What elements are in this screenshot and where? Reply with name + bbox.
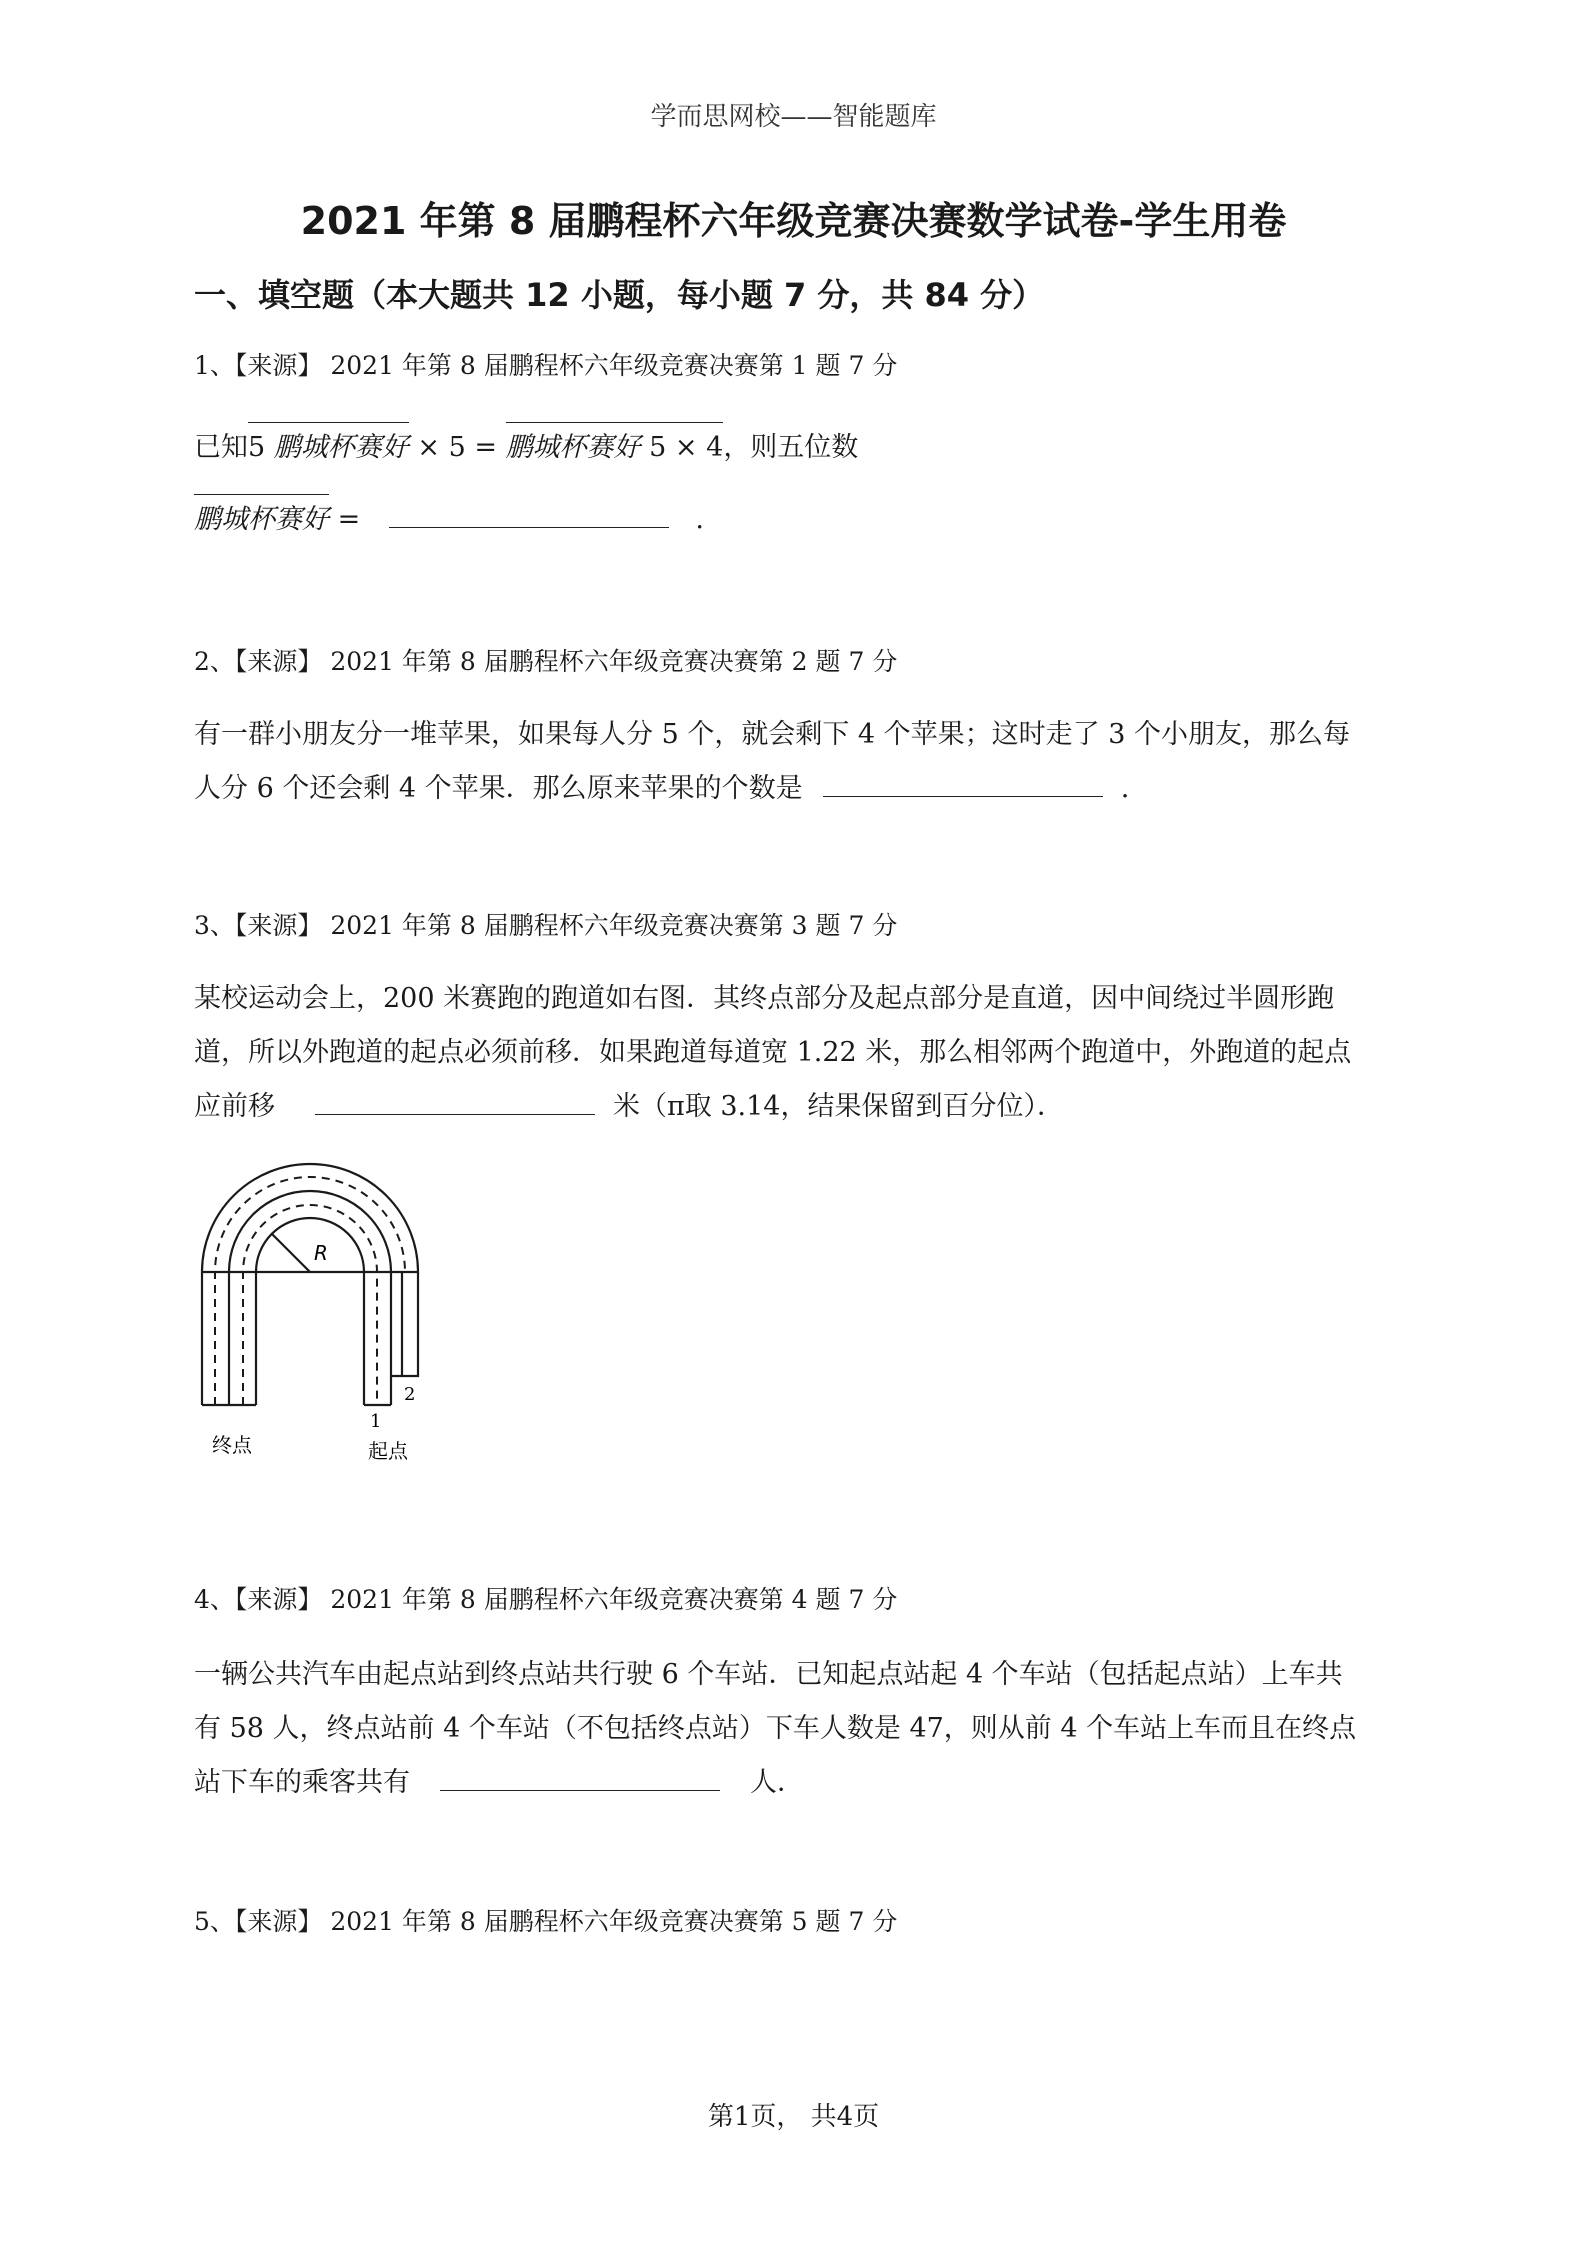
fig-lane-2-label: 2 xyxy=(404,1384,416,1405)
q2-answer-blank[interactable] xyxy=(823,795,1103,797)
q4-source: 4、【来源】 2021 年第 8 届鹏程杯六年级竞赛决赛第 4 题 7 分 xyxy=(194,1585,898,1614)
q1-answer-blank[interactable] xyxy=(389,526,669,528)
q5-source: 5、【来源】 2021 年第 8 届鹏程杯六年级竞赛决赛第 5 题 7 分 xyxy=(194,1907,898,1936)
section-heading: 一、填空题（本大题共 12 小题，每小题 7 分，共 84 分） xyxy=(194,276,1045,314)
exam-title: 2021 年第 8 届鹏程杯六年级竞赛决赛数学试卷-学生用卷 xyxy=(300,199,1287,243)
q3-line2: 道，所以外跑道的起点必须前移．如果跑道每道宽 1.22 米，那么相邻两个跑道中，外跑道的起点 xyxy=(194,1037,1352,1068)
q1-pre: 已知 xyxy=(194,432,248,463)
q2-source: 2、【来源】 2021 年第 8 届鹏程杯六年级竞赛决赛第 2 题 7 分 xyxy=(194,647,898,676)
q3-source: 3、【来源】 2021 年第 8 届鹏程杯六年级竞赛决赛第 3 题 7 分 xyxy=(194,911,898,940)
q4-line1: 一辆公共汽车由起点站到终点站共行驶 6 个车站．已知起点站起 4 个车站（包括起点站）上车共 xyxy=(194,1659,1343,1690)
page-footer: 第1页， 共4页 xyxy=(707,2102,880,2132)
q2-line1: 有一群小朋友分一堆苹果，如果每人分 5 个，就会剩下 4 个苹果；这时走了 3 个小朋友，那么每 xyxy=(194,719,1351,750)
q1-rhs-overline: 鹏城杯赛好 5 × 4 xyxy=(506,422,724,464)
q4-answer-blank[interactable] xyxy=(440,1789,720,1791)
q1-post: ，则五位数 xyxy=(723,432,859,463)
q1-line1 xyxy=(194,422,858,464)
fig-radius-label: R xyxy=(314,1241,328,1265)
fig-finish-label: 终点 xyxy=(212,1433,252,1457)
q1-lhs-overline: 5 鹏城杯赛好 xyxy=(248,422,409,464)
q1-line2 xyxy=(194,494,704,536)
q4-line2: 有 58 人，终点站前 4 个车站（不包括终点站）下车人数是 47，则从前 4 个车站上车而且在终点 xyxy=(194,1713,1357,1744)
q4-line3: 站下车的乘客共有 人． xyxy=(194,1767,804,1798)
q1-answer-word: 鹏城杯赛好 xyxy=(194,494,329,536)
fig-lane-1-label: 1 xyxy=(370,1411,382,1432)
q1-times5: × 5 = xyxy=(417,432,497,463)
fig-start-label: 起点 xyxy=(368,1439,408,1463)
q1-eq: = xyxy=(337,504,361,535)
track-figure xyxy=(190,1160,450,1470)
q1-end: . xyxy=(695,504,704,535)
q3-line3: 应前移 米（π取 3.14，结果保留到百分位）． xyxy=(194,1091,1064,1122)
page-header: 学而思网校——智能题库 xyxy=(650,102,937,132)
q3-answer-blank[interactable] xyxy=(315,1113,595,1115)
q1-source: 1、【来源】 2021 年第 8 届鹏程杯六年级竞赛决赛第 1 题 7 分 xyxy=(194,351,898,380)
q3-line1: 某校运动会上，200 米赛跑的跑道如右图．其终点部分及起点部分是直道，因中间绕过半圆形跑 xyxy=(194,983,1335,1014)
q2-line2: 人分 6 个还会剩 4 个苹果．那么原来苹果的个数是 . xyxy=(194,773,1130,804)
